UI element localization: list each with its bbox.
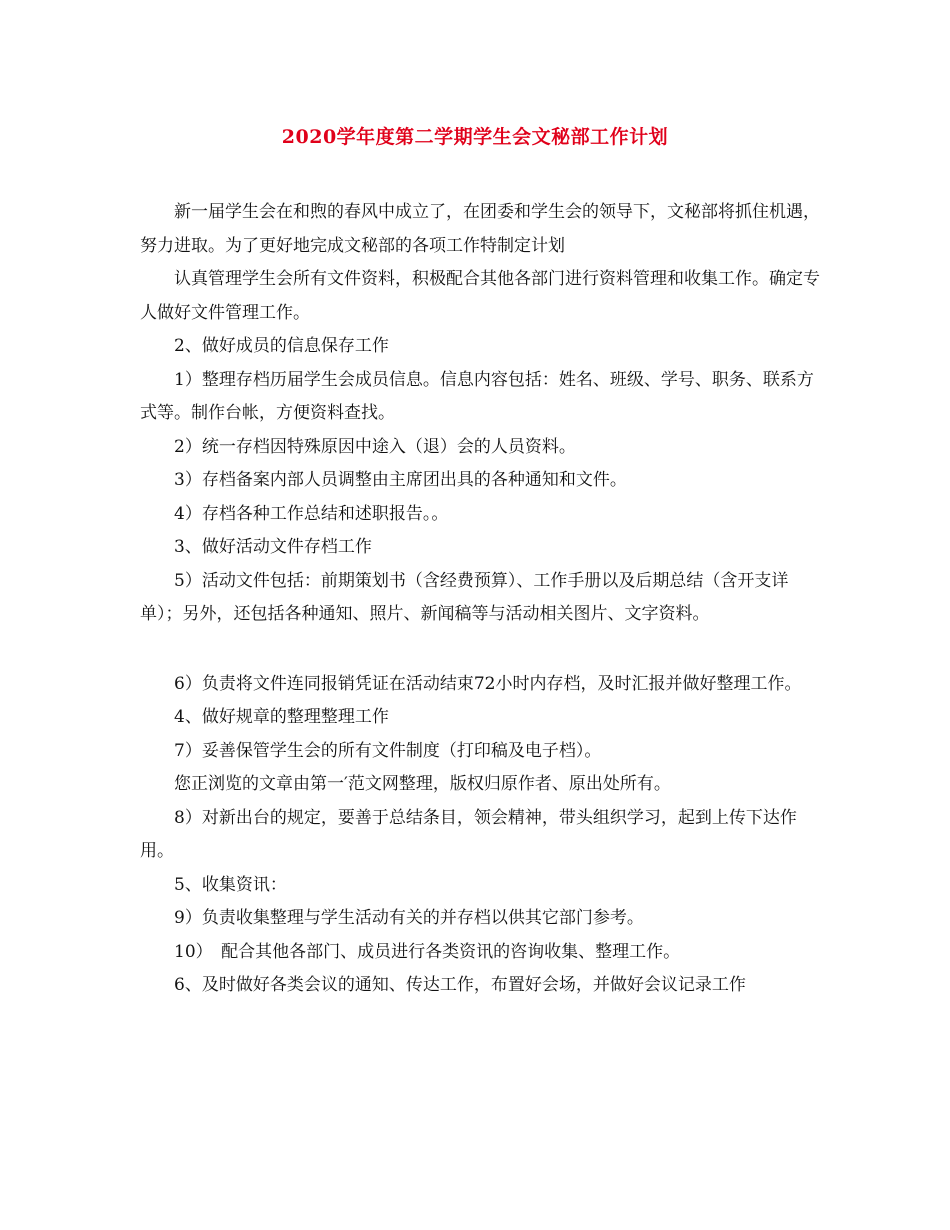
document-body (140, 196, 830, 1003)
section-heading-3: 3、做好活动文件存档工作 (174, 537, 372, 557)
document-title: 2020学年度第二学期学生会文秘部工作计划 (281, 126, 669, 148)
paragraph-gap (140, 632, 830, 668)
list-item-1: 1）整理存档历届学生会成员信息。信息内容包括：姓名、班级、学号、职务、联系方式等。制作台帐，方便资料查找。 (140, 369, 814, 423)
source-notice: 您正浏览的文章由第一′范文网整理，版权归原作者、原出处所有。 (174, 774, 671, 794)
paragraph-file-management: 认真管理学生会所有文件资料，积极配合其他各部门进行资料管理和收集工作。确定专人做好文件管理工作。 (140, 269, 820, 323)
list-item-8: 8）对新出台的规定，要善于总结条目，领会精神，带头组织学习，起到上传下达作用。 (140, 807, 797, 861)
section-heading-2: 2、做好成员的信息保存工作 (174, 336, 389, 356)
section-heading-6: 6、及时做好各类会议的通知、传达工作，布置好会场，并做好会议记录工作 (174, 975, 746, 995)
list-item-9: 9）负责收集整理与学生活动有关的并存档以供其它部门参考。 (174, 908, 644, 928)
section-heading-5: 5、收集资讯： (174, 874, 287, 895)
paragraph-intro: 新一届学生会在和煦的春风中成立了，在团委和学生会的领导下，文秘部将抓住机遇，努力进取。为了更好地完成文秘部的各项工作特制定计划 (140, 202, 820, 256)
list-item-10: 10） 配合其他各部门、成员进行各类资讯的咨询收集、整理工作。 (174, 941, 681, 962)
list-item-6: 6）负责将文件连同报销凭证在活动结束72小时内存档，及时汇报并做好整理工作。 (174, 673, 802, 694)
list-item-4: 4）存档各种工作总结和述职报告。。 (174, 503, 449, 524)
list-item-7: 7）妥善保管学生会的所有文件制度（打印稿及电子档）。 (174, 740, 602, 761)
list-item-2: 2）统一存档因特殊原因中途入（退）会的人员资料。 (174, 436, 576, 457)
section-heading-4: 4、做好规章的整理整理工作 (174, 707, 389, 727)
list-item-5: 5）活动文件包括：前期策划书（含经费预算）、工作手册以及后期总结（含开支详单）；另外，还包括各种通知、照片、新闻稿等与活动相关图片、文字资料。 (140, 570, 789, 624)
list-item-3: 3）存档备案内部人员调整由主席团出具的各种通知和文件。 (174, 470, 627, 490)
